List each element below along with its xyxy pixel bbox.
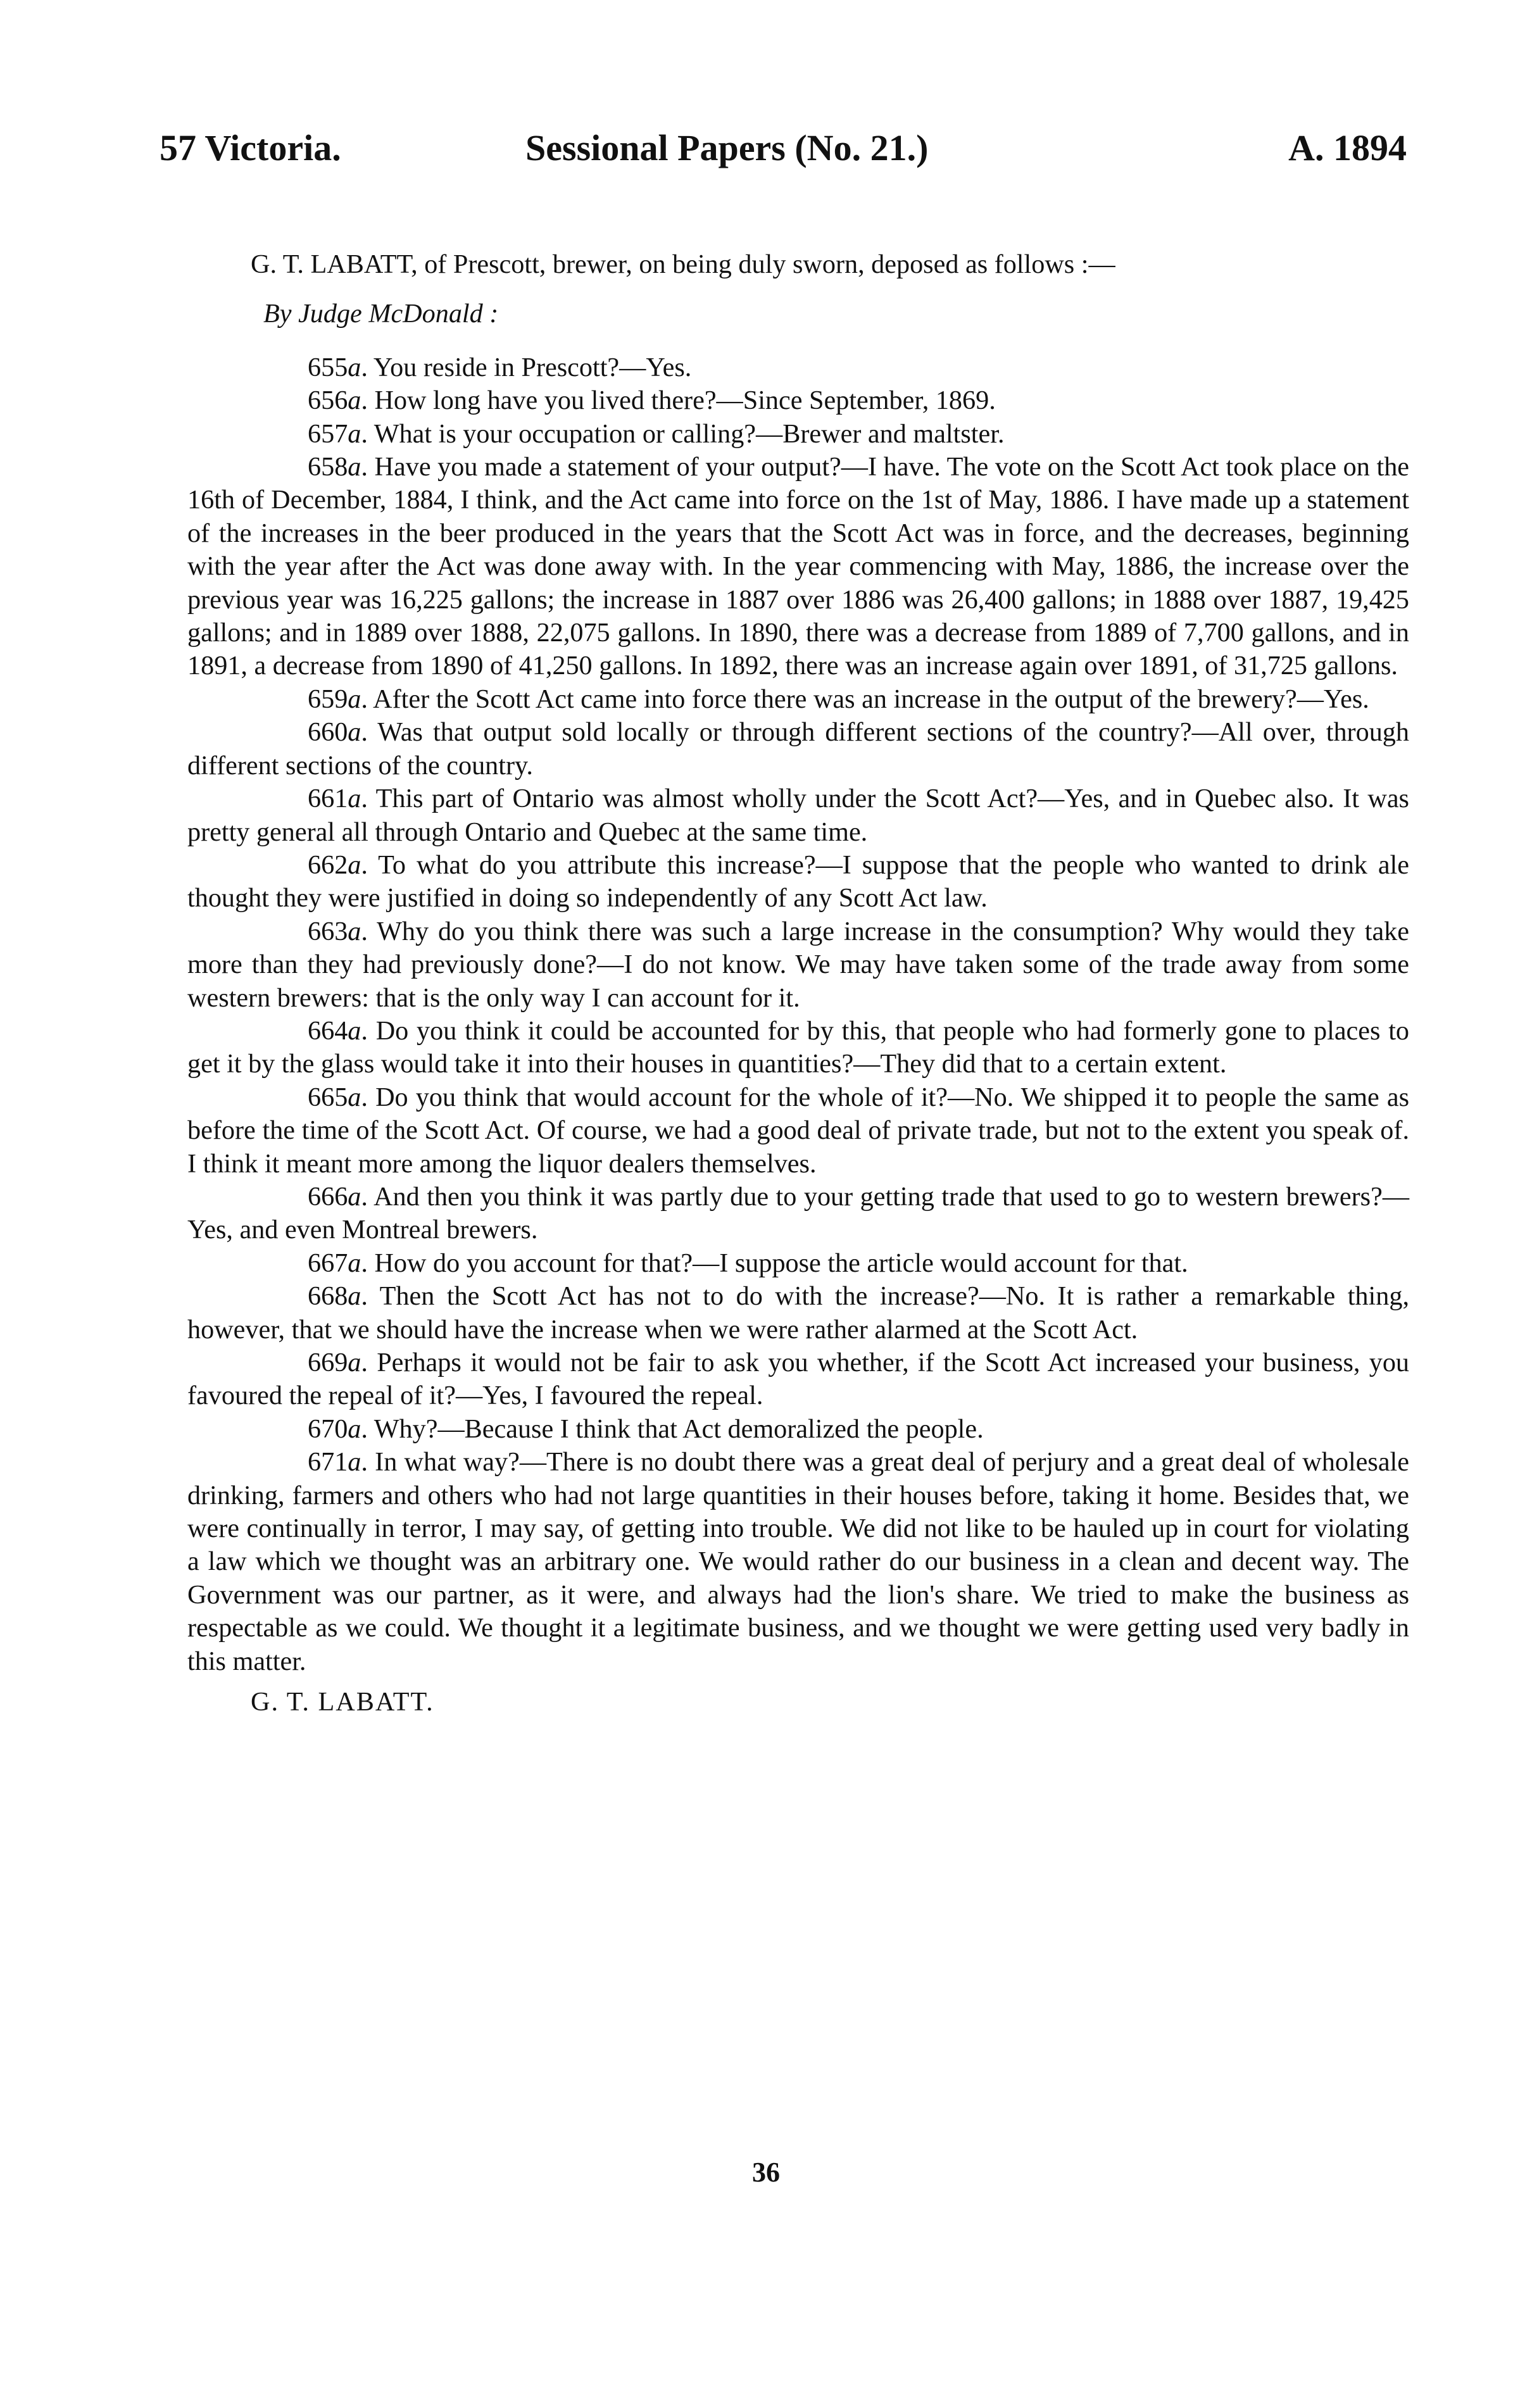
qa-text: Why?—Because I think that Act demoralized the people. <box>374 1414 984 1444</box>
qa-paragraph <box>187 1181 1409 1247</box>
qa-text: Was that output sold locally or through different sections of the country?—All over, through different sections of the country. <box>187 717 1409 781</box>
qa-paragraph <box>187 418 1409 451</box>
qa-paragraph <box>187 716 1409 782</box>
qa-paragraph <box>187 849 1409 915</box>
examiner-byline: By Judge McDonald : <box>263 299 499 329</box>
qa-paragraph <box>187 1280 1409 1346</box>
witness-signature: G. T. LABATT. <box>251 1687 434 1717</box>
qa-text: Have you made a statement of your output?—I have. The vote on the Scott Act took place on the 16th of December, 1884, I think, and the Act came into force on the 1st of May, 1886. I have made up a statement of the increases in the beer produced in the years that the Scott Act was in force, and the decreases, beginning with the year after the Act was done away with. In the year commencing with May, 1886, the increase over the previous year was 16,225 gallons; the increase in 1887 over 1886 was 26,400 gallons; in 1888 over 1887, 19,425 gallons; and in 1889 over 1888, 22,075 gallons. In 1890, there was a decrease from 1889 of 7,700 gallons, and in 1891, a decrease from 1890 of 41,250 gallons. In 1892, there was an increase again over 1891, of 31,725 gallons. <box>187 452 1410 681</box>
qa-paragraph <box>187 915 1409 1015</box>
question-number: 659a. <box>308 684 374 714</box>
qa-text: In what way?—There is no doubt there was a great deal of perjury and a great deal of wholesale drinking, farmers and others who had not large quantities in their houses before, taking it home. Besides that, we were continually in terror, I may say, of getting into trouble. We did not like to be hauled up in court for violating a law which we thought was an arbitrary one. We would rather do our business in a clean and decent way. The Government was our partner, as it were, and always had the lion's share. We tried to make the business as respectable as we could. We thought it a legitimate business, and we thought we were getting used very badly in this matter. <box>187 1447 1409 1676</box>
question-number: 664a. <box>308 1015 376 1046</box>
qa-paragraph <box>187 1413 1409 1446</box>
qa-text: How do you account for that?—I suppose the article would account for that. <box>374 1248 1188 1278</box>
question-number: 667a. <box>308 1248 375 1278</box>
question-number: 657a. <box>308 418 374 449</box>
question-number: 668a. <box>308 1281 380 1312</box>
question-number: 662a. <box>308 850 379 880</box>
qa-text: Why do you think there was such a large increase in the consumption? Why would they take more than they had previously done?—I do not know. We may have taken some of the trade away from some western brewers: that is the only way I can account for it. <box>187 916 1409 1013</box>
header-year: A. 1894 <box>1288 127 1407 168</box>
question-number: 666a. <box>308 1181 374 1212</box>
question-number: 658a. <box>308 452 375 482</box>
qa-text: You reside in Prescott?—Yes. <box>373 352 692 382</box>
qa-paragraph <box>187 782 1409 849</box>
qa-paragraph <box>187 683 1409 716</box>
qa-text: How long have you lived there?—Since September, 1869. <box>374 386 996 416</box>
question-number: 660a. <box>308 717 378 748</box>
qa-text: After the Scott Act came into force there was an increase in the output of the brewery?—Yes. <box>373 684 1369 714</box>
question-number: 663a. <box>308 916 377 946</box>
question-number: 671a. <box>308 1447 375 1477</box>
qa-paragraph <box>187 1247 1409 1280</box>
page-number: 36 <box>752 2157 780 2188</box>
qa-text: And then you think it was partly due to your getting trade that used to go to western brewers?—Yes, and even Montreal brewers. <box>187 1181 1410 1245</box>
question-number: 670a. <box>308 1414 374 1444</box>
testimony-body <box>187 248 1409 1719</box>
qa-text: To what do you attribute this increase?—I suppose that the people who wanted to drink ale thought they were justified in doing so independently of any Scott Act law. <box>187 850 1409 913</box>
qa-paragraph <box>187 1446 1409 1678</box>
qa-paragraph <box>187 351 1409 384</box>
qa-paragraph <box>187 1081 1409 1181</box>
qa-paragraph <box>187 1346 1409 1413</box>
qa-paragraph <box>187 451 1409 683</box>
question-number: 655a. <box>308 352 374 382</box>
qa-text: Do you think that would account for the whole of it?—No. We shipped it to people the same as before the time of the Scott Act. Of course, we had a good deal of private trade, but not to the extent you speak of. I think it meant more among the liquor dealers themselves. <box>187 1082 1410 1179</box>
qa-text: Then the Scott Act has not to do with the increase?—No. It is rather a remarkable thing, however, that we should have the increase when we were rather alarmed at the Scott Act. <box>187 1281 1409 1345</box>
header-volume: 57 Victoria. <box>160 127 341 168</box>
question-number: 656a. <box>308 386 375 416</box>
qa-text: This part of Ontario was almost wholly under the Scott Act?—Yes, and in Quebec also. It was pretty general all through Ontario and Quebec at the same time. <box>187 784 1409 847</box>
qa-text: Perhaps it would not be fair to ask you whether, if the Scott Act increased your business, you favoured the repeal of it?—Yes, I favoured the repeal. <box>187 1348 1410 1411</box>
running-header <box>160 127 1407 177</box>
question-number: 665a. <box>308 1082 376 1112</box>
header-title: Sessional Papers (No. 21.) <box>525 127 929 168</box>
qa-text: What is your occupation or calling?—Brewer and maltster. <box>374 418 1005 449</box>
question-number: 661a. <box>308 784 376 814</box>
qa-paragraph <box>187 1015 1409 1081</box>
question-number: 669a. <box>308 1348 377 1377</box>
witness-intro: G. T. LABATT, of Prescott, brewer, on being duly sworn, deposed as follows :— <box>251 249 1115 279</box>
question-answer-list <box>187 351 1409 1678</box>
qa-text: Do you think it could be accounted for by this, that people who had formerly gone to places to get it by the glass would take it into their houses in quantities?—They did that to a certain extent. <box>187 1015 1410 1079</box>
qa-paragraph <box>187 384 1409 417</box>
